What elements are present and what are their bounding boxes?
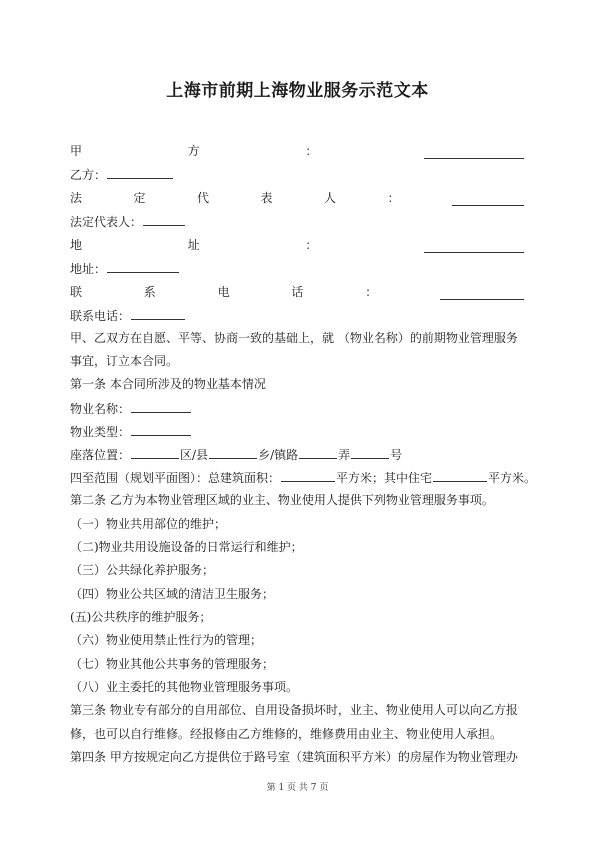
service-item: （一）物业共用部位的维护； [70, 517, 227, 531]
legal-rep-line [70, 213, 525, 230]
location-line [70, 446, 525, 463]
spread-char: 方 [187, 144, 200, 158]
address-blank [107, 260, 179, 273]
spread-char: 系 [143, 285, 156, 299]
spread-char: 法 [70, 191, 83, 205]
spread-char: 话 [291, 285, 304, 299]
spread-char: 址 [187, 238, 200, 252]
legal-rep-spread-line [70, 190, 525, 206]
party-a-line [70, 143, 525, 159]
intro-line-1: 甲、乙双方在自愿、平等、协商一致的基础上，就 （物业名称）的前期物业管理服务 [70, 331, 518, 345]
spread-char: 代 [197, 191, 210, 205]
town-blank [209, 446, 257, 459]
article1-heading: 第一条 本合同所涉及的物业基本情况 [70, 377, 266, 391]
service-item: （四）物业公共区域的清洁卫生服务； [70, 587, 275, 601]
spread-char: 表 [260, 191, 273, 205]
spread-char: ： [387, 191, 400, 205]
address-spread-blank [424, 240, 524, 253]
spread-char: 地 [70, 238, 83, 252]
spread-char: 人 [324, 191, 337, 205]
page-footer: 第 1 页 共 7 页 [266, 783, 329, 793]
address-spread-line [70, 237, 525, 253]
property-name-label: 物业名称： [70, 402, 131, 416]
article3-line-1: 第三条 物业专有部分的自用部位、自用设备损坏时，业主、物业使用人可以向乙方报 [70, 703, 518, 717]
legal-rep-label: 法定代表人： [70, 215, 143, 229]
property-type-label: 物业类型： [70, 425, 131, 439]
party-b-blank [107, 166, 173, 179]
service-item: (五)公共秩序的维护服务； [70, 610, 212, 624]
boundary-prefix: 四至范围（规划平面图）：总建筑面积： [70, 471, 281, 485]
service-item: （六）物业使用禁止性行为的管理； [70, 633, 263, 647]
phone-label: 联系电话： [70, 309, 131, 323]
district-text: 区/县 [180, 448, 209, 462]
boundary-unit-2: 平方米。 [488, 471, 537, 485]
legal-rep-blank [143, 213, 185, 226]
party-a-blank [424, 146, 524, 159]
property-type-line [70, 423, 525, 440]
town-text: 乡/镇路 [258, 448, 299, 462]
service-item: （八）业主委托的其他物业管理服务事项。 [70, 680, 299, 694]
article3-line-2: 修，也可以自行维修。经报修由乙方维修的，维修费用由业主、物业使用人承担。 [70, 727, 503, 741]
boundary-line [70, 469, 537, 486]
boundary-unit-1: 平方米；其中住宅 [336, 471, 433, 485]
phone-spread-blank [440, 287, 524, 300]
location-label: 座落位置： [70, 448, 131, 462]
article4-line-1: 第四条 甲方按规定向乙方提供位于路号室（建筑面积平方米）的房屋作为物业管理办 [70, 750, 518, 764]
spread-char: ： [305, 144, 318, 158]
property-name-blank [131, 400, 191, 413]
spread-char: 甲 [70, 144, 83, 158]
phone-blank [131, 307, 185, 320]
phone-line [70, 307, 525, 324]
legal-rep-spread-blank [452, 193, 524, 206]
service-item: （七）物业其他公共事务的管理服务； [70, 657, 275, 671]
intro-line-2: 事宜，订立本合同。 [70, 354, 179, 368]
residential-area-blank [433, 469, 487, 482]
lane-blank [299, 446, 337, 459]
document-title: 上海市前期上海物业服务示范文本 [166, 81, 429, 101]
service-item: （二)物业共用设施设备的日常运行和维护； [70, 540, 303, 554]
spread-char: 联 [70, 285, 83, 299]
district-blank [131, 446, 179, 459]
property-type-blank [131, 423, 191, 436]
spread-char: ： [305, 238, 318, 252]
number-blank [351, 446, 389, 459]
address-line [70, 260, 525, 277]
phone-spread-line [70, 284, 525, 300]
spread-char: 电 [217, 285, 230, 299]
party-b-label: 乙方： [70, 168, 107, 182]
article2-heading: 第二条 乙方为本物业管理区域的业主、物业使用人提供下列物业管理服务事项。 [70, 493, 494, 507]
address-label: 地址： [70, 262, 107, 276]
party-b-line [70, 166, 525, 183]
service-item: （三）公共绿化养护服务； [70, 563, 215, 577]
spread-char: 定 [133, 191, 146, 205]
spread-char: ： [365, 285, 378, 299]
number-text: 号 [390, 448, 403, 462]
property-name-line [70, 400, 525, 417]
lane-text: 弄 [338, 448, 351, 462]
total-area-blank [281, 469, 335, 482]
